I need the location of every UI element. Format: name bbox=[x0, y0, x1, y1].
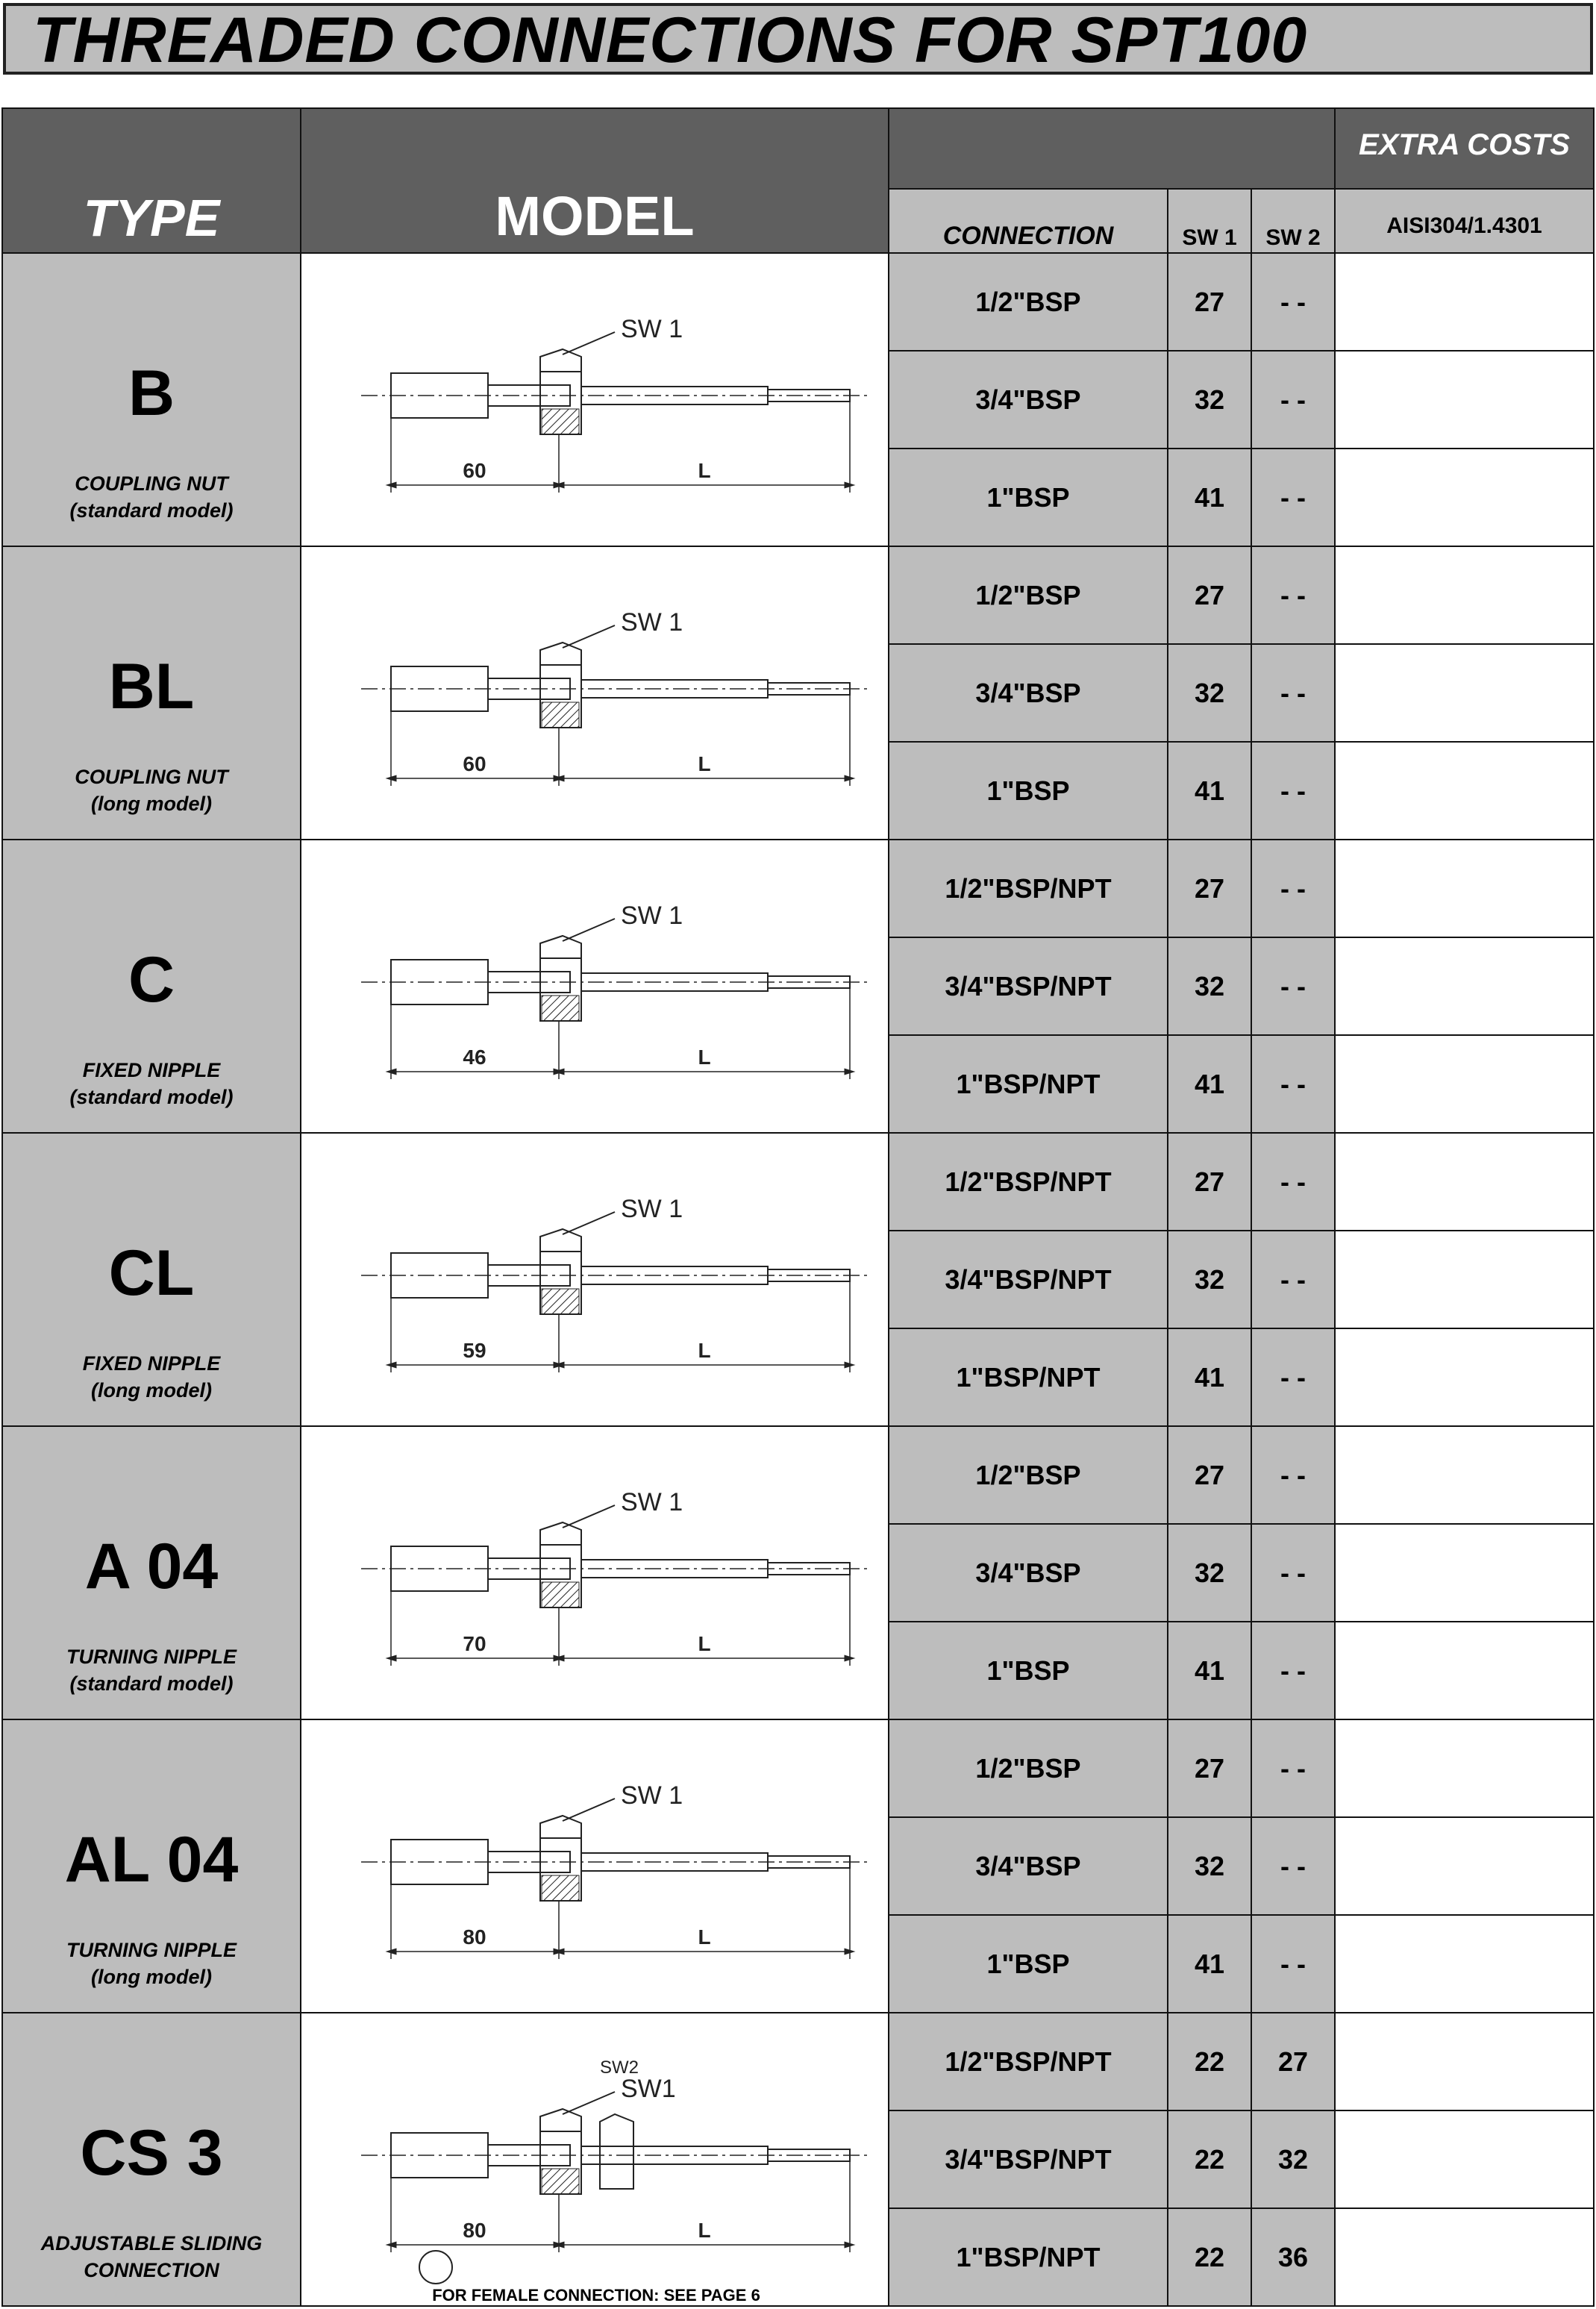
type-description-line1: ADJUSTABLE SLIDING bbox=[40, 2232, 263, 2255]
hatched-section bbox=[542, 996, 579, 1021]
sw1-value: 32 bbox=[1167, 350, 1252, 449]
model-drawing bbox=[301, 547, 888, 839]
sw-leader-line bbox=[563, 2092, 615, 2114]
type-cell bbox=[1, 1719, 301, 2013]
dim-a-label: 80 bbox=[463, 1925, 486, 1949]
sw2-value: - - bbox=[1251, 252, 1336, 351]
type-code: AL 04 bbox=[64, 1824, 239, 1896]
sw-label: SW 1 bbox=[621, 1488, 683, 1516]
extra-cost-cell bbox=[1334, 839, 1595, 938]
extra-cost-cell bbox=[1334, 2110, 1595, 2209]
hatched-section bbox=[542, 1875, 579, 1901]
type-code: CL bbox=[108, 1237, 195, 1309]
sw1-value: 41 bbox=[1167, 1914, 1252, 2013]
sw1-value: 22 bbox=[1167, 2110, 1252, 2209]
sw2-value: - - bbox=[1251, 1914, 1336, 2013]
sw2-value: - - bbox=[1251, 643, 1336, 743]
type-cell bbox=[1, 839, 301, 1134]
type-cell bbox=[1, 1132, 301, 1427]
sw2-value: - - bbox=[1251, 741, 1336, 840]
sw2-value: - - bbox=[1251, 448, 1336, 547]
header-sw2-cell bbox=[1251, 188, 1336, 254]
extra-cost-cell bbox=[1334, 2012, 1595, 2111]
connection-value: 1"BSP bbox=[888, 1621, 1168, 1720]
sw1-value: 27 bbox=[1167, 1425, 1252, 1525]
extra-cost-cell bbox=[1334, 1328, 1595, 1427]
dim-b-label: L bbox=[698, 1925, 711, 1949]
model-drawing bbox=[301, 2013, 888, 2305]
connection-value: 3/4"BSP/NPT bbox=[888, 937, 1168, 1036]
sw1-value: 32 bbox=[1167, 1816, 1252, 1916]
sw1-value: 27 bbox=[1167, 839, 1252, 938]
extra-cost-cell bbox=[1334, 937, 1595, 1036]
sw-leader-line bbox=[563, 919, 615, 941]
page-title: THREADED CONNECTIONS FOR SPT100 bbox=[33, 4, 1308, 76]
dim-b-label: L bbox=[698, 459, 711, 482]
connection-value: 3/4"BSP bbox=[888, 1816, 1168, 1916]
extra-cost-cell bbox=[1334, 252, 1595, 351]
hatched-section bbox=[542, 702, 579, 728]
dim-b-label: L bbox=[698, 1046, 711, 1069]
sw2-value: - - bbox=[1251, 937, 1336, 1036]
neck-tube bbox=[488, 678, 570, 699]
sw-leader-line bbox=[563, 332, 615, 354]
hatched-section bbox=[542, 1289, 579, 1314]
sw2-value: - - bbox=[1251, 1816, 1336, 1916]
header-material-cell bbox=[1334, 188, 1595, 254]
connection-value: 3/4"BSP bbox=[888, 350, 1168, 449]
model-drawing-cell bbox=[300, 2012, 889, 2307]
dim-b-label: L bbox=[698, 1339, 711, 1362]
type-code: BL bbox=[108, 651, 195, 722]
type-description-line2: (long model) bbox=[91, 1966, 212, 1988]
dim-a-label: 60 bbox=[463, 459, 486, 482]
extra-cost-cell bbox=[1334, 1132, 1595, 1231]
sw2-value: 32 bbox=[1251, 2110, 1336, 2209]
sw-label: SW 1 bbox=[621, 1781, 683, 1810]
model-drawing-cell bbox=[300, 546, 889, 840]
sw2-value: - - bbox=[1251, 1425, 1336, 1525]
sw2-value: - - bbox=[1251, 546, 1336, 645]
sw1-value: 32 bbox=[1167, 937, 1252, 1036]
type-description-line1: COUPLING NUT bbox=[75, 472, 228, 495]
hatched-section bbox=[542, 409, 579, 434]
sw1-value: 41 bbox=[1167, 1328, 1252, 1427]
connection-value: 1/2"BSP bbox=[888, 546, 1168, 645]
header-type: TYPE bbox=[83, 189, 220, 247]
extra-cost-cell bbox=[1334, 1425, 1595, 1525]
header-extra-costs: EXTRA COSTS bbox=[1359, 128, 1570, 161]
type-code: C bbox=[128, 944, 175, 1016]
connection-value: 1/2"BSP/NPT bbox=[888, 2012, 1168, 2111]
dim-b-label: L bbox=[698, 1632, 711, 1655]
model-drawing-cell bbox=[300, 1132, 889, 1427]
sw-label: SW 1 bbox=[621, 608, 683, 637]
connection-value: 1/2"BSP bbox=[888, 1425, 1168, 1525]
extra-cost-cell bbox=[1334, 1816, 1595, 1916]
type-code: B bbox=[128, 357, 175, 429]
sw1-value: 32 bbox=[1167, 1230, 1252, 1329]
sw2-value: - - bbox=[1251, 1523, 1336, 1622]
header-sw1: SW 1 bbox=[1182, 225, 1237, 250]
connection-value: 1/2"BSP/NPT bbox=[888, 1132, 1168, 1231]
rotation-icon bbox=[419, 2251, 452, 2284]
type-description-line1: FIXED NIPPLE bbox=[82, 1352, 221, 1375]
sw1-value: 27 bbox=[1167, 1132, 1252, 1231]
type-description-line1: COUPLING NUT bbox=[75, 766, 228, 788]
sw-label: SW 1 bbox=[621, 1195, 683, 1223]
connection-value: 1"BSP bbox=[888, 741, 1168, 840]
connection-value: 1"BSP bbox=[888, 1914, 1168, 2013]
type-description-line2: (long model) bbox=[91, 1379, 212, 1402]
type-cell bbox=[1, 546, 301, 840]
model-drawing-cell bbox=[300, 1425, 889, 1720]
neck-tube bbox=[488, 1558, 570, 1579]
extra-cost-cell bbox=[1334, 546, 1595, 645]
model-drawing-cell bbox=[300, 839, 889, 1134]
model-drawing bbox=[301, 840, 888, 1132]
dim-a-label: 70 bbox=[463, 1632, 486, 1655]
second-hex-nut bbox=[600, 2114, 633, 2189]
extra-cost-cell bbox=[1334, 1719, 1595, 1818]
type-description-line2: (long model) bbox=[91, 793, 212, 815]
type-code: A 04 bbox=[84, 1531, 219, 1602]
neck-tube bbox=[488, 1265, 570, 1286]
sw1-value: 27 bbox=[1167, 546, 1252, 645]
header-material: AISI304/1.4301 bbox=[1386, 213, 1542, 238]
sw1-value: 32 bbox=[1167, 643, 1252, 743]
sw-leader-line bbox=[563, 1799, 615, 1821]
dim-a-label: 80 bbox=[463, 2219, 486, 2242]
extra-cost-cell bbox=[1334, 741, 1595, 840]
header-connection: CONNECTION bbox=[942, 222, 1114, 250]
header-sw2: SW 2 bbox=[1265, 225, 1321, 250]
model-drawing-cell bbox=[300, 1719, 889, 2013]
female-connection-note: FOR FEMALE CONNECTION: SEE PAGE 6 bbox=[432, 2286, 760, 2305]
model-drawing-cell bbox=[300, 252, 889, 547]
type-cell bbox=[1, 252, 301, 547]
neck-tube bbox=[488, 972, 570, 993]
header-model-cell bbox=[300, 107, 889, 254]
connection-value: 3/4"BSP bbox=[888, 1523, 1168, 1622]
type-description-line2: CONNECTION bbox=[84, 2259, 219, 2281]
sw1-value: 41 bbox=[1167, 448, 1252, 547]
connection-value: 1/2"BSP bbox=[888, 252, 1168, 351]
dim-a-label: 46 bbox=[463, 1046, 486, 1069]
sw-leader-line bbox=[563, 625, 615, 648]
sw2-label: SW2 bbox=[600, 2058, 639, 2078]
sw1-value: 27 bbox=[1167, 1719, 1252, 1818]
dim-a-label: 59 bbox=[463, 1339, 486, 1362]
sw1-value: 27 bbox=[1167, 252, 1252, 351]
sw1-value: 32 bbox=[1167, 1523, 1252, 1622]
model-drawing bbox=[301, 1720, 888, 2012]
connection-value: 3/4"BSP/NPT bbox=[888, 2110, 1168, 2209]
hatched-section bbox=[542, 1582, 579, 1607]
extra-cost-cell bbox=[1334, 643, 1595, 743]
sw-label: SW 1 bbox=[621, 902, 683, 930]
connection-value: 1/2"BSP/NPT bbox=[888, 839, 1168, 938]
type-description-line2: (standard model) bbox=[69, 1086, 234, 1108]
extra-cost-cell bbox=[1334, 350, 1595, 449]
type-code: CS 3 bbox=[80, 2117, 223, 2189]
header-model: MODEL bbox=[495, 185, 695, 247]
sw2-value: - - bbox=[1251, 1132, 1336, 1231]
header-group-cell bbox=[888, 107, 1336, 190]
sw2-value: - - bbox=[1251, 1719, 1336, 1818]
neck-tube bbox=[488, 385, 570, 406]
dim-b-label: L bbox=[698, 752, 711, 775]
model-drawing bbox=[301, 1134, 888, 1425]
sw2-value: - - bbox=[1251, 839, 1336, 938]
connection-value: 1"BSP/NPT bbox=[888, 1034, 1168, 1134]
dim-a-label: 60 bbox=[463, 752, 486, 775]
sw2-value: - - bbox=[1251, 1621, 1336, 1720]
type-description-line1: TURNING NIPPLE bbox=[66, 1939, 237, 1961]
neck-tube bbox=[488, 2145, 570, 2166]
sw-label: SW 1 bbox=[621, 315, 683, 343]
extra-cost-cell bbox=[1334, 1523, 1595, 1622]
extra-cost-cell bbox=[1334, 1034, 1595, 1134]
sw-leader-line bbox=[563, 1505, 615, 1528]
sw2-value: 27 bbox=[1251, 2012, 1336, 2111]
sw2-value: 36 bbox=[1251, 2208, 1336, 2307]
sw2-value: - - bbox=[1251, 1230, 1336, 1329]
connection-value: 3/4"BSP bbox=[888, 643, 1168, 743]
model-drawing bbox=[301, 254, 888, 546]
dim-b-label: L bbox=[698, 2219, 711, 2242]
header-sw1-cell bbox=[1167, 188, 1252, 254]
header-extra-costs-cell bbox=[1334, 107, 1595, 190]
connection-value: 1/2"BSP bbox=[888, 1719, 1168, 1818]
header-type-cell bbox=[1, 107, 301, 254]
extra-cost-cell bbox=[1334, 1914, 1595, 2013]
connection-value: 1"BSP/NPT bbox=[888, 1328, 1168, 1427]
header-connection-cell bbox=[888, 188, 1168, 254]
type-cell bbox=[1, 2012, 301, 2307]
type-description-line2: (standard model) bbox=[69, 1672, 234, 1695]
type-description-line1: TURNING NIPPLE bbox=[66, 1646, 237, 1668]
sw1-value: 22 bbox=[1167, 2208, 1252, 2307]
sw2-value: - - bbox=[1251, 1034, 1336, 1134]
sw1-value: 22 bbox=[1167, 2012, 1252, 2111]
connection-value: 1"BSP bbox=[888, 448, 1168, 547]
sw1-value: 41 bbox=[1167, 741, 1252, 840]
sw1-value: 41 bbox=[1167, 1034, 1252, 1134]
extra-cost-cell bbox=[1334, 1621, 1595, 1720]
sw-label: SW1 bbox=[621, 2075, 676, 2103]
sw1-value: 41 bbox=[1167, 1621, 1252, 1720]
type-cell bbox=[1, 1425, 301, 1720]
extra-cost-cell bbox=[1334, 2208, 1595, 2307]
neck-tube bbox=[488, 1852, 570, 1872]
connection-value: 3/4"BSP/NPT bbox=[888, 1230, 1168, 1329]
sw-leader-line bbox=[563, 1212, 615, 1234]
extra-cost-cell bbox=[1334, 448, 1595, 547]
sw2-value: - - bbox=[1251, 350, 1336, 449]
type-description-line1: FIXED NIPPLE bbox=[82, 1059, 221, 1081]
type-description-line2: (standard model) bbox=[69, 499, 234, 522]
model-drawing bbox=[301, 1427, 888, 1719]
hatched-section bbox=[542, 2169, 579, 2194]
sw2-value: - - bbox=[1251, 1328, 1336, 1427]
extra-cost-cell bbox=[1334, 1230, 1595, 1329]
connection-value: 1"BSP/NPT bbox=[888, 2208, 1168, 2307]
